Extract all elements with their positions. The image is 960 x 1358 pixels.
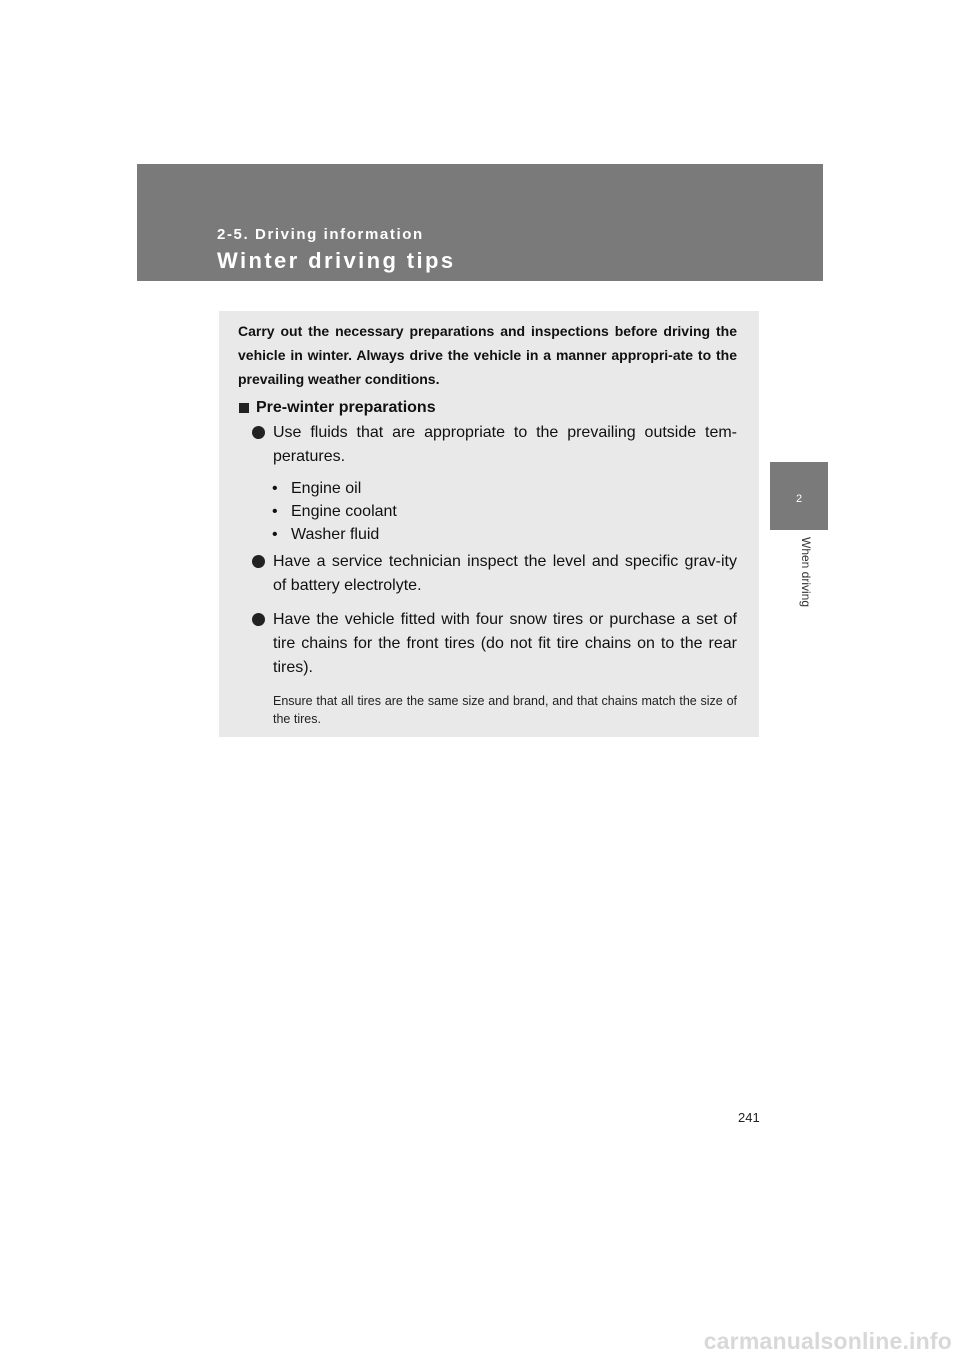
list-item-text: Have the vehicle fitted with four snow tires or purchase a set of tire chains for the front tires (do not fit tire chains on to the rear tires). [273, 611, 737, 676]
sub-list-item [272, 477, 737, 500]
chapter-caption: When driving [799, 537, 813, 608]
list-item-text: Have a service technician inspect the level and specific grav-ity of battery electrolyte. [273, 553, 737, 594]
list-item-text: Use fluids that are appropriate to the prevailing outside tem-peratures. [273, 424, 737, 465]
intro-paragraph: Carry out the necessary preparations and inspections before driving the vehicle in winter. Always drive the vehicle in a manner appropri-ate to the prevailing weather conditions. [238, 323, 737, 387]
note-text: Ensure that all tires are the same size and brand, and that chains match the size of the tires. [273, 694, 737, 726]
sub-list-item-text: Engine oil [291, 480, 362, 497]
section-heading [238, 397, 737, 419]
dot-bullet-icon [252, 613, 265, 626]
small-bullet-icon: • [272, 503, 278, 520]
section-heading-text: Pre-winter preparations [256, 399, 436, 416]
content-box [219, 311, 759, 737]
small-bullet-icon: • [272, 526, 278, 543]
list-item [238, 550, 737, 598]
small-bullet-icon: • [272, 480, 278, 497]
sub-list-item-text: Engine coolant [291, 503, 397, 520]
square-bullet-icon [239, 403, 249, 413]
page-number: 241 [738, 1110, 760, 1125]
chapter-tab[interactable] [770, 462, 828, 530]
dot-bullet-icon [252, 555, 265, 568]
sub-list-item [272, 523, 737, 546]
fluid-list [238, 477, 737, 546]
dot-bullet-icon [252, 426, 265, 439]
list-item [238, 421, 737, 469]
list-item [238, 608, 737, 680]
chapter-number: 2 [795, 493, 803, 505]
sub-list-item-text: Washer fluid [291, 526, 380, 543]
section-label: 2-5. Driving information [217, 226, 424, 243]
sub-list-item [272, 500, 737, 523]
watermark: carmanualsonline.info [703, 1328, 952, 1354]
header-band [137, 164, 823, 281]
page-title: Winter driving tips [217, 248, 456, 273]
